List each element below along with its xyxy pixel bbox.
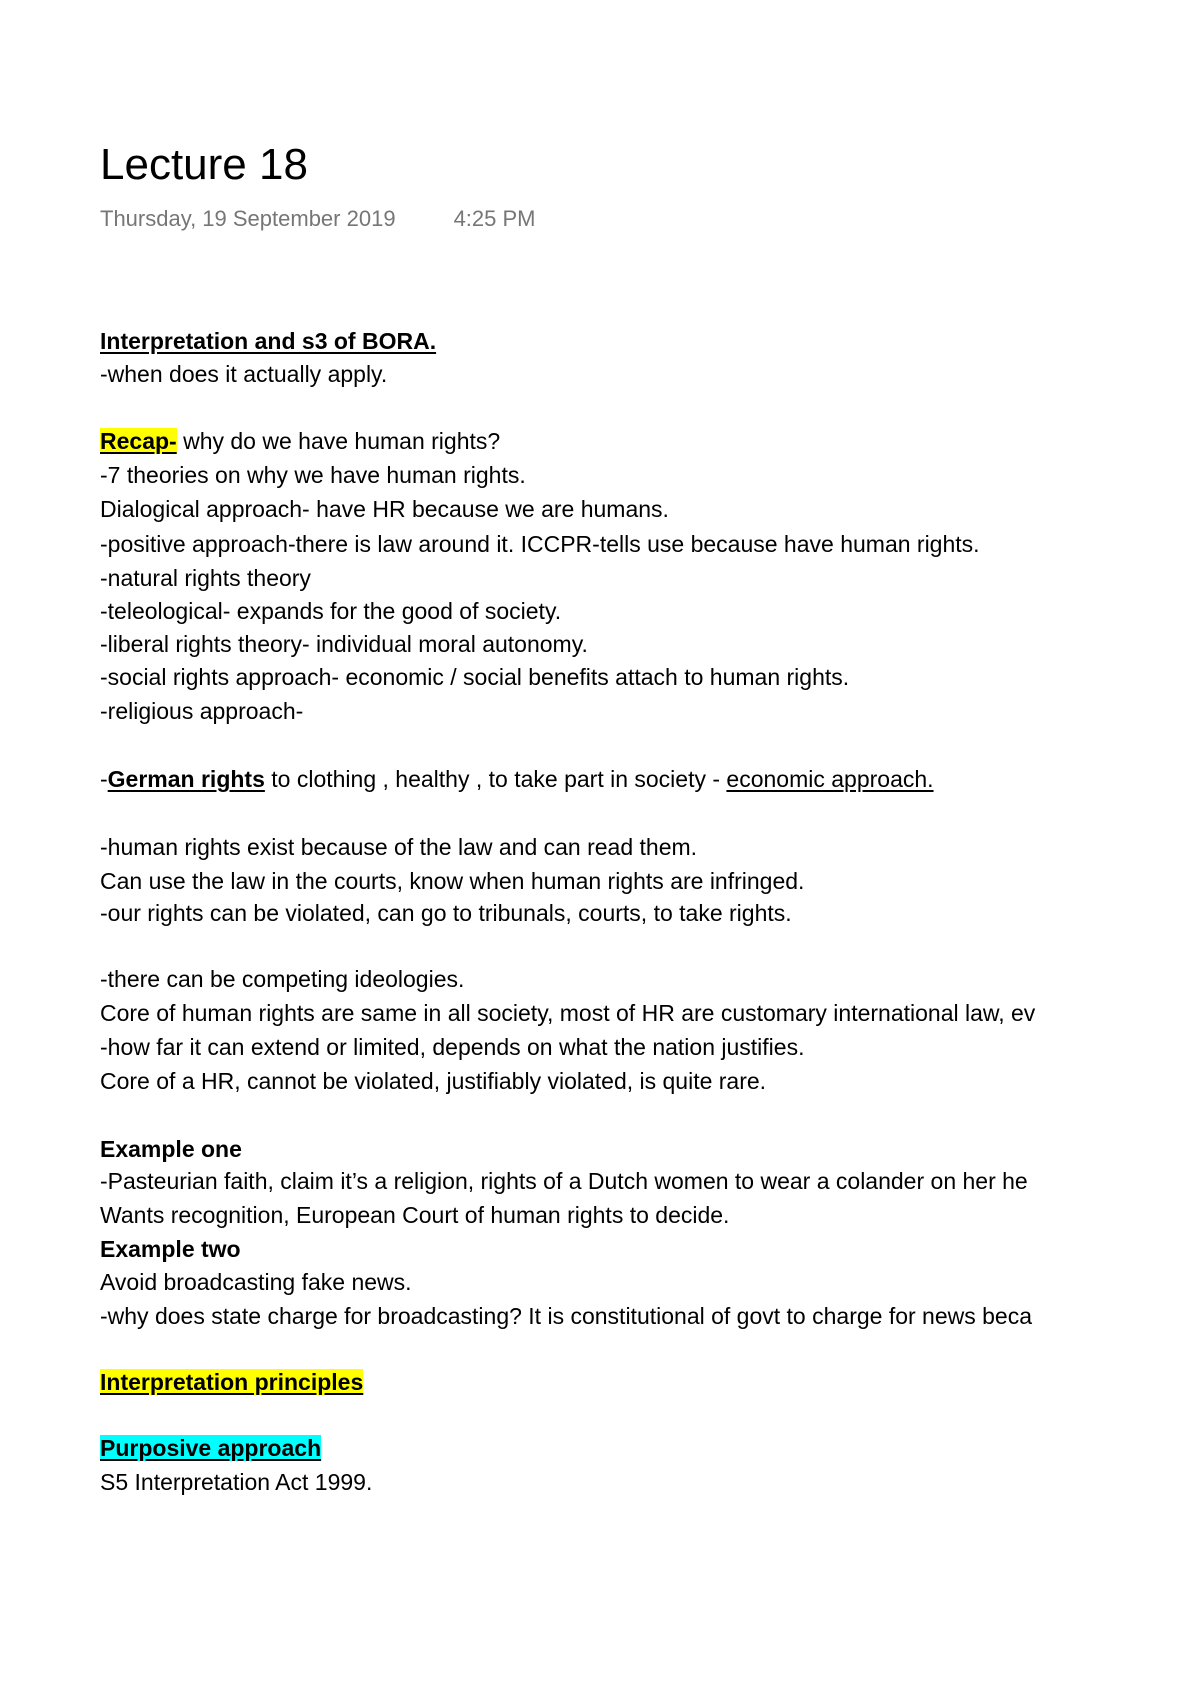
note-line: -why does state charge for broadcasting? It is constitutional of govt to charge for news beca [100,1303,1033,1329]
recap-label: Recap- [100,428,177,454]
note-line: -our rights can be violated, can go to tribunals, courts, to take rights. [100,900,792,926]
recap-line [100,424,500,458]
german-rights-text: to clothing , healthy , to take part in society - [264,766,727,792]
interpretation-principles-heading: Interpretation principles [100,1369,364,1395]
economic-approach-text: economic approach. [726,766,934,792]
example-one-heading: Example one [100,1136,242,1162]
note-line: Wants recognition, European Court of human rights to decide. [100,1202,730,1228]
note-line: Core of human rights are same in all society, most of HR are customary international law, ev [100,1000,1036,1026]
german-rights-label: German rights [107,766,265,792]
heading-interpretation-bora: Interpretation and s3 of BORA. [100,328,437,354]
note-line: S5 Interpretation Act 1999. [100,1469,373,1495]
purposive-approach-line [100,1431,321,1465]
page-title: Lecture 18 [100,140,308,189]
note-line: -social rights approach- economic / social benefits attach to human rights. [100,664,850,690]
note-line: -positive approach-there is law around it. ICCPR-tells use because have human rights. [100,531,980,557]
page-date: Thursday, 19 September 2019 [100,206,396,231]
note-line: -natural rights theory [100,565,311,591]
dash: - [100,766,108,792]
purposive-approach-heading: Purposive approach [100,1435,322,1461]
note-line: -how far it can extend or limited, depends on what the nation justifies. [100,1034,805,1060]
note-line: Can use the law in the courts, know when human rights are infringed. [100,868,805,894]
note-line: -teleological- expands for the good of society. [100,598,562,624]
note-line: -7 theories on why we have human rights. [100,462,526,488]
recap-text: why do we have human rights? [176,428,501,454]
note-line: -when does it actually apply. [100,361,388,387]
example-two-heading: Example two [100,1236,241,1262]
page-time: 4:25 PM [453,206,536,231]
note-line: -there can be competing ideologies. [100,966,465,992]
note-line: -liberal rights theory- individual moral autonomy. [100,631,588,657]
page-timestamp [100,203,536,235]
note-line: -human rights exist because of the law and can read them. [100,834,698,860]
note-line: -religious approach- [100,698,304,724]
german-rights-line [100,762,934,796]
note-line: -Pasteurian faith, claim it’s a religion, rights of a Dutch women to wear a colander on her he [100,1168,1028,1194]
note-line: Dialogical approach- have HR because we are humans. [100,496,669,522]
note-line: Core of a HR, cannot be violated, justifiably violated, is quite rare. [100,1068,767,1094]
note-line: Avoid broadcasting fake news. [100,1269,412,1295]
interpretation-principles-line [100,1365,363,1399]
